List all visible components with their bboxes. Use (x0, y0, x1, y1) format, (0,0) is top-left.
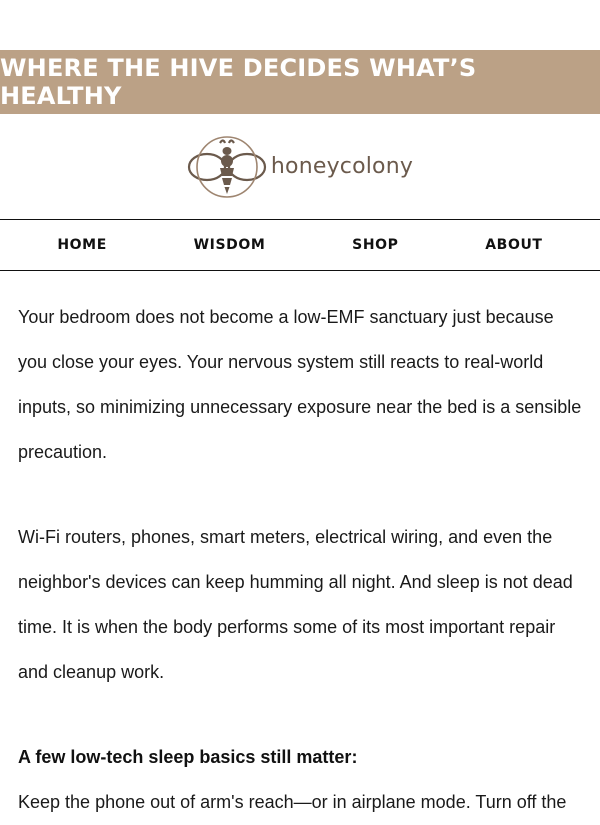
article-body (0, 271, 600, 825)
paragraph-1: Your bedroom does not become a low-EMF sanctuary just because you close your eyes. Your nervous system still reacts to real-world inputs, so minimizing unnecessary exposure near the bed is a sensible precaution. (18, 307, 582, 462)
logo-wordmark: honeycolony (270, 154, 414, 179)
top-spacer (0, 0, 600, 50)
nav-home[interactable]: HOME (57, 237, 107, 253)
tagline-text: WHERE THE HIVE DECIDES WHAT’S HEALTHY (0, 54, 477, 110)
nav-about[interactable]: ABOUT (485, 237, 543, 253)
main-nav (0, 220, 600, 271)
section-heading: A few low-tech sleep basics still matter: (18, 747, 358, 767)
bee-icon (187, 134, 267, 200)
logo-area (0, 114, 600, 220)
paragraph-3: Keep the phone out of arm's reach—or in airplane mode. Turn off the (18, 792, 567, 812)
paragraph-2: Wi-Fi routers, phones, smart meters, electrical wiring, and even the neighbor's devices can keep humming all night. And sleep is not dead time. It is when the body performs some of its most important repair and cleanup work. (18, 527, 573, 682)
honeycolony-logo[interactable] (187, 134, 413, 200)
nav-shop[interactable]: SHOP (352, 237, 399, 253)
tagline-banner (0, 50, 600, 114)
nav-wisdom[interactable]: WISDOM (193, 237, 266, 253)
